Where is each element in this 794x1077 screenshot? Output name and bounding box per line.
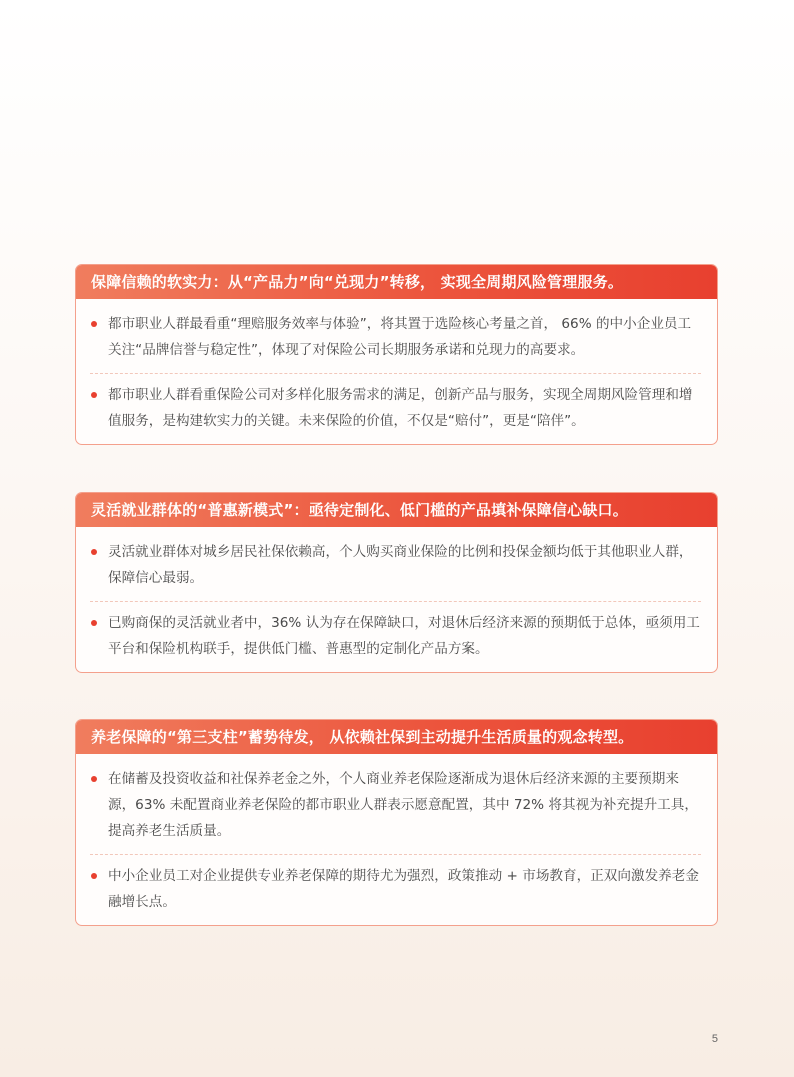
bullet-dot-icon [91,392,97,398]
list-item-text: 都市职业人群看重保险公司对多样化服务需求的满足，创新产品与服务，实现全周期风险管理和增值服务，是构建软实力的关键。未来保险的价值，不仅是“赔付”，更是“陪伴”。 [108,387,693,429]
section-title: 养老保障的“第三支柱”蓄势待发， 从依赖社保到主动提升生活质量的观念转型。 [76,720,717,754]
bullet-dot-icon [91,620,97,626]
list-item-text: 在储蓄及投资收益和社保养老金之外，个人商业养老保险逐渐成为退休后经济来源的主要预期来源，63% 未配置商业养老保险的都市职业人群表示愿意配置，其中 72% 将其视为补充提升工具，提高养老生活质量。 [108,771,698,839]
bullet-dot-icon [91,776,97,782]
list-item [90,854,701,925]
section-title: 保障信赖的软实力：从“产品力”向“兑现力”转移， 实现全周期风险管理服务。 [76,265,717,299]
list-item [90,311,701,373]
section-card-flexible-employment [75,492,718,673]
list-item-text: 灵活就业群体对城乡居民社保依赖高，个人购买商业保险的比例和投保金额均低于其他职业人群，保障信心最弱。 [108,544,693,586]
bullet-dot-icon [91,873,97,879]
list-item [90,766,701,854]
section-title: 灵活就业群体的“普惠新模式”：亟待定制化、低门槛的产品填补保障信心缺口。 [76,493,717,527]
page-number: 5 [711,1033,718,1045]
section-body [76,299,717,444]
list-item [90,601,701,672]
bullet-dot-icon [91,321,97,327]
list-item-text: 已购商保的灵活就业者中，36% 认为存在保障缺口，对退休后经济来源的预期低于总体，亟须用工平台和保险机构联手，提供低门槛、普惠型的定制化产品方案。 [108,615,700,657]
list-item [90,539,701,601]
list-item [90,373,701,444]
list-item-text: 都市职业人群最看重“理赔服务效率与体验”，将其置于选险核心考量之首， 66% 的中小企业员工关注“品牌信誉与稳定性”，体现了对保险公司长期服务承诺和兑现力的高要求。 [108,316,692,358]
section-body [76,754,717,925]
section-body [76,527,717,672]
list-item-text: 中小企业员工对企业提供专业养老保障的期待尤为强烈，政策推动 + 市场教育，正双向激发养老金融增长点。 [108,868,699,910]
section-card-pension-third-pillar [75,719,718,926]
section-card-soft-power [75,264,718,445]
bullet-dot-icon [91,549,97,555]
